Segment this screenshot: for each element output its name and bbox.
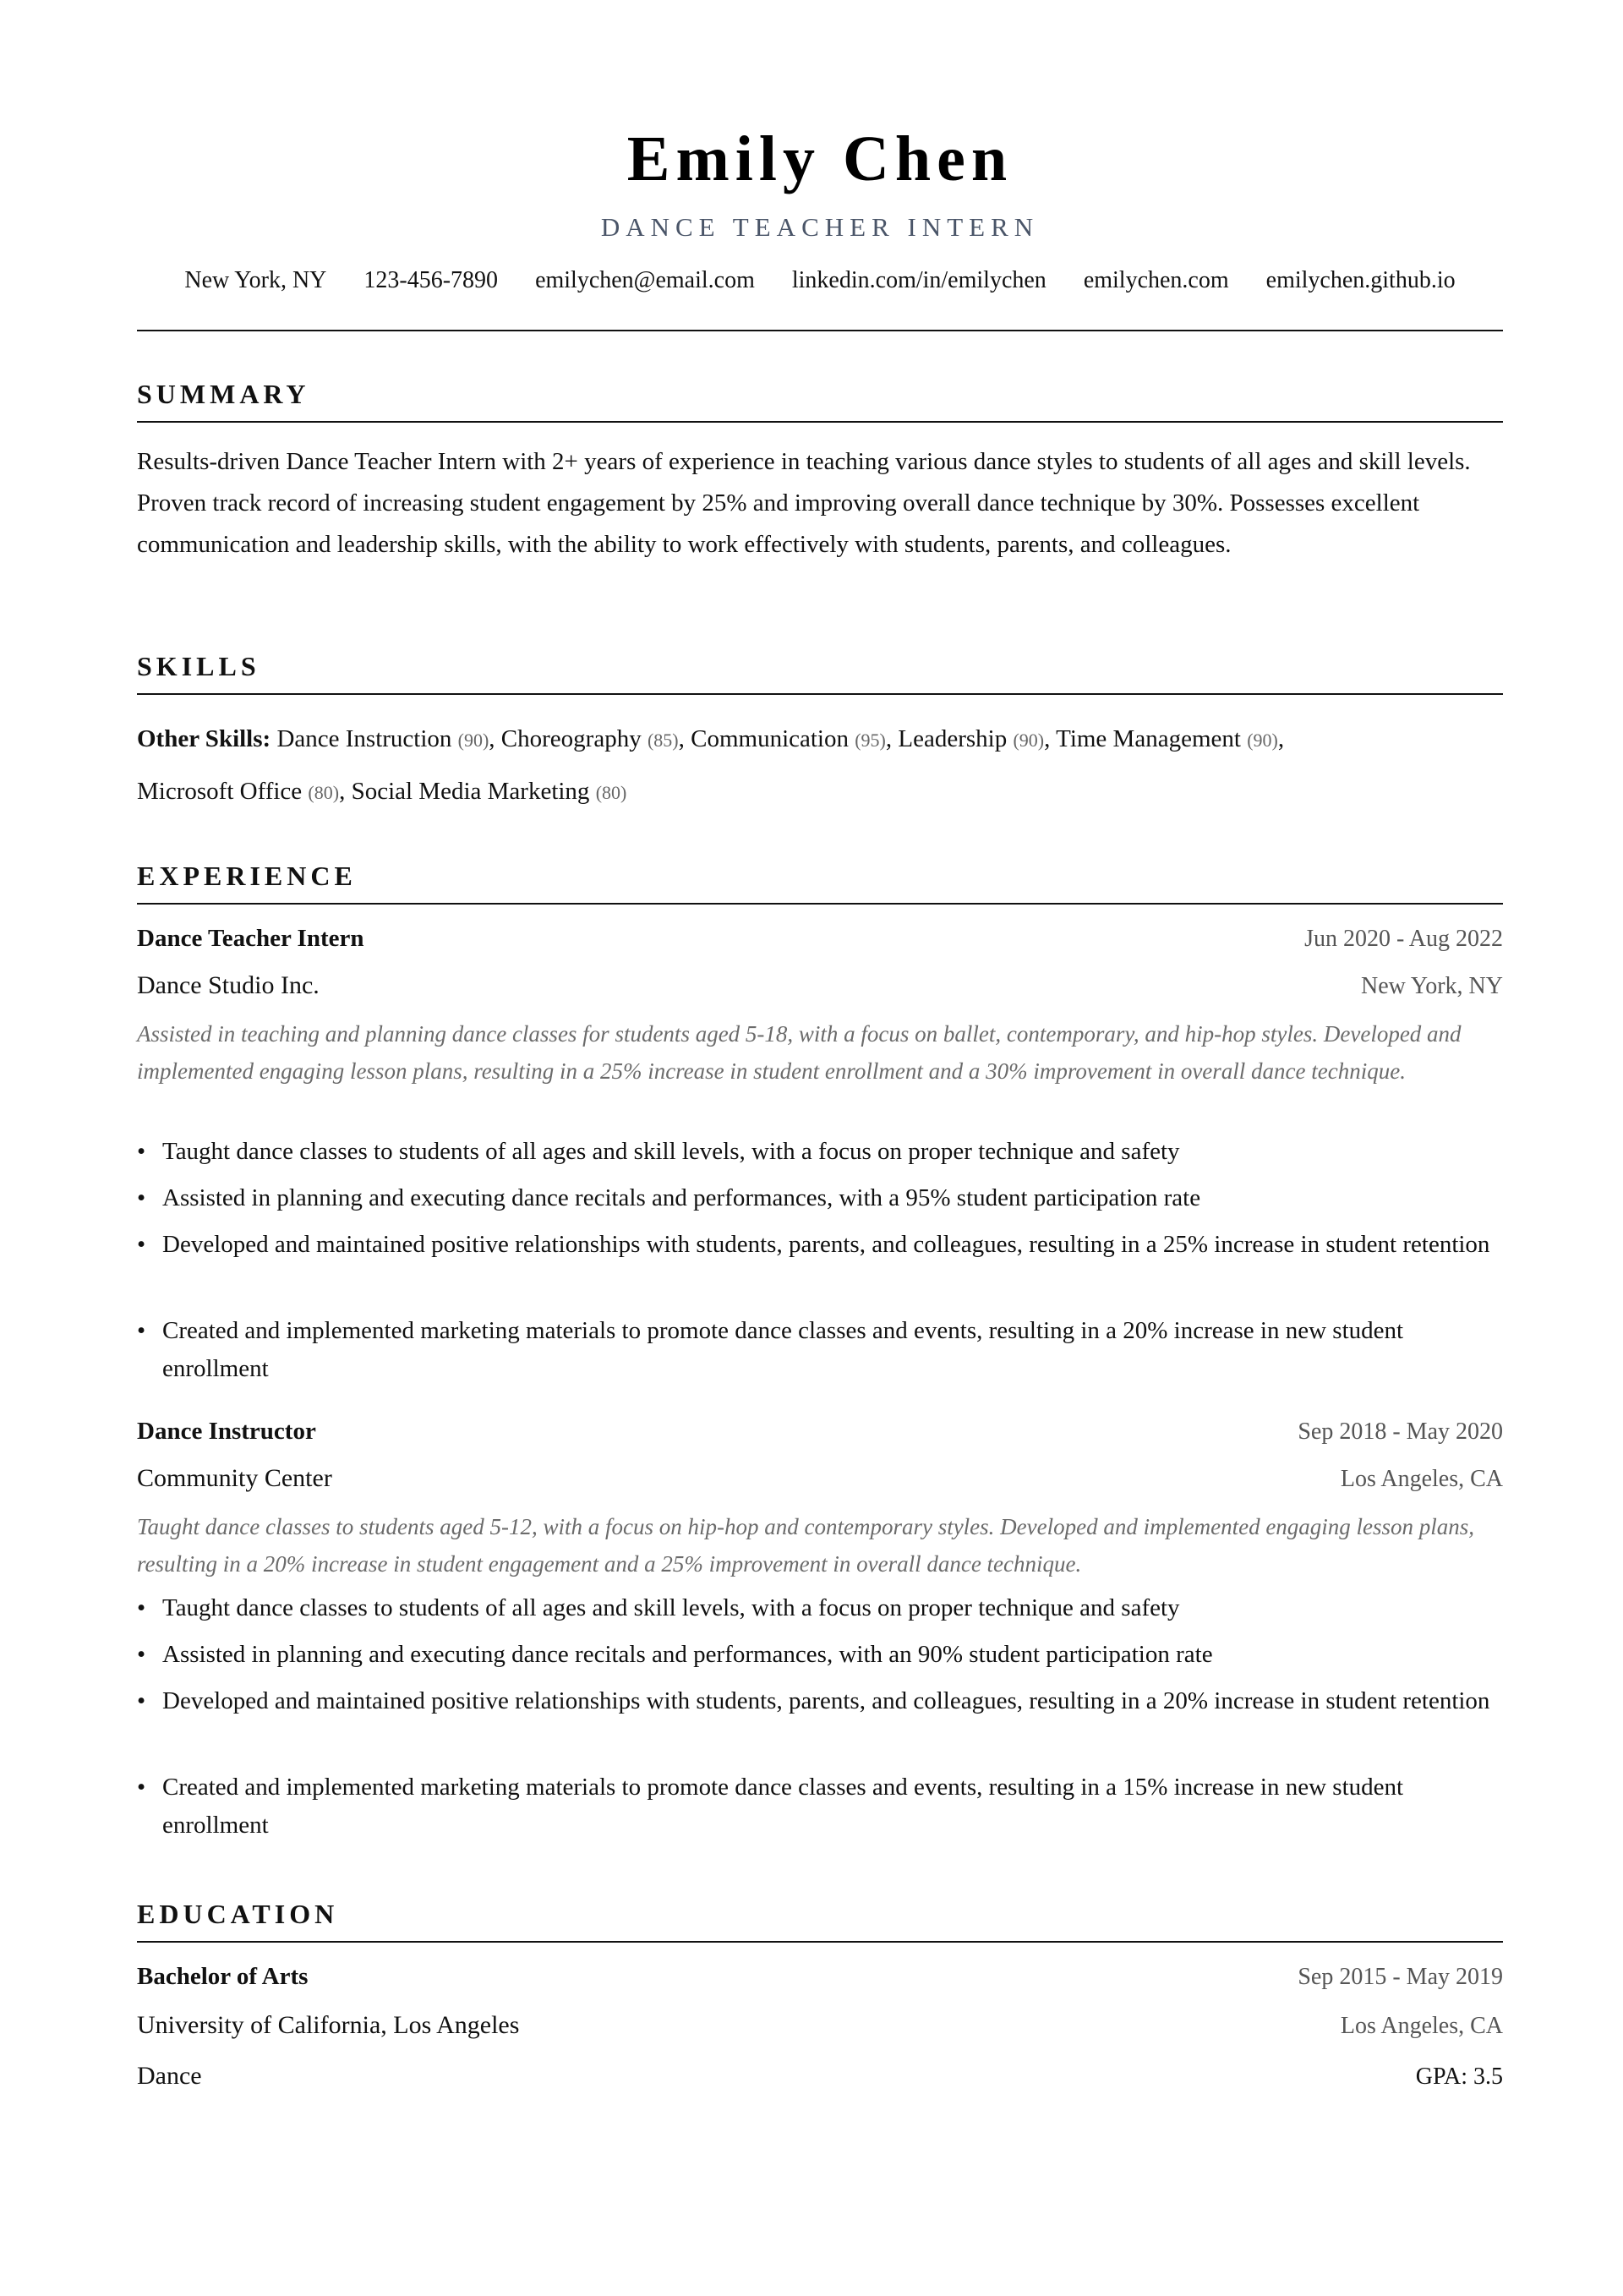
education-location: Los Angeles, CA (1340, 2013, 1503, 2039)
summary-divider (137, 421, 1503, 423)
job-company: Dance Studio Inc. (137, 971, 320, 999)
candidate-title: DANCE TEACHER INTERN (600, 212, 1040, 242)
education-details (137, 2059, 1503, 2094)
list-item: • Created and implemented marketing materials to promote dance classes and events, resulting in a 15% increase in new student enrollment (137, 1774, 1404, 1839)
job-description: Assisted in teaching and planning dance classes for students aged 5-18, with a focus on ballet, contemporary, and hip-hop styles. Developed and implemented engaging lesson plans, resulting in a 25% increase in student enrollment and a 30% improvement in overall dance technique. (137, 1021, 1462, 1084)
skills-label: Other Skills: (137, 725, 271, 752)
skill-level: (80) (308, 782, 340, 803)
contact-phone: 123-456-7890 (363, 267, 499, 293)
contact-linkedin[interactable]: linkedin.com/in/emilychen (791, 267, 1046, 293)
job-dates: Sep 2018 - May 2020 (1298, 1419, 1503, 1445)
skill-level: (90) (1013, 730, 1045, 751)
job-title: Dance Teacher Intern (137, 925, 364, 952)
header-divider (137, 330, 1503, 331)
list-item: • Assisted in planning and executing dance recitals and performances, with an 90% student participation rate (137, 1641, 1213, 1668)
job-header (137, 1414, 1503, 1449)
skill-name: Dance Instruction (276, 725, 452, 752)
skills-list: Other Skills: Dance Instruction (90), Choreography (85), Communication (95), Leadership (90), Time Management (90), Microsoft Office (80), Social Media Marketing (80) (137, 725, 1285, 805)
education-header (137, 1960, 1503, 1994)
summary-text: Results-driven Dance Teacher Intern with 2+ years of experience in teaching various dance styles to students of all ages and skill levels. Proven track record of increasing student engagement by 25% and improving overall dance technique by 30%. Possesses excellent communication and leadership skills, with the ability to work effectively with students, parents, and colleagues. (137, 448, 1471, 558)
list-item: • Taught dance classes to students of all ages and skill levels, with a focus on proper technique and safety (137, 1594, 1180, 1621)
experience-divider (137, 903, 1503, 905)
skills-heading: SKILLS (137, 651, 260, 681)
list-item: • Assisted in planning and executing dance recitals and performances, with a 95% student participation rate (137, 1184, 1201, 1211)
education-heading: EDUCATION (137, 1899, 339, 1929)
skill-level: (85) (647, 730, 679, 751)
list-item: • Developed and maintained positive relationships with students, parents, and colleagues, resulting in a 25% increase in student retention (137, 1231, 1490, 1258)
education-gpa: GPA: 3.5 (1415, 2064, 1503, 2090)
list-item: • Created and implemented marketing materials to promote dance classes and events, resulting in a 20% increase in new student enrollment (137, 1317, 1404, 1382)
job-description: Taught dance classes to students aged 5-12, with a focus on hip-hop and contemporary styles. Developed and implemented engaging lesson plans, resulting in a 20% increase in student engagement and a 25% improvement in overall dance technique. (137, 1514, 1475, 1577)
contact-bar (137, 264, 1503, 298)
skill-name: Social Media Marketing (351, 778, 590, 805)
list-item: • Taught dance classes to students of all ages and skill levels, with a focus on proper technique and safety (137, 1138, 1180, 1165)
skill-name: Time Management (1056, 725, 1241, 752)
skill-level: (90) (457, 730, 489, 751)
education-field: Dance (137, 2062, 202, 2090)
skill-name: Microsoft Office (137, 778, 303, 805)
experience-heading: EXPERIENCE (137, 861, 357, 891)
summary-heading: SUMMARY (137, 379, 310, 409)
education-subheader (137, 2009, 1503, 2043)
skills-divider (137, 693, 1503, 695)
job-subheader (137, 969, 1503, 1003)
education-divider (137, 1941, 1503, 1943)
skill-name: Choreography (500, 725, 642, 752)
education-dates: Sep 2015 - May 2019 (1298, 1964, 1503, 1990)
job-title: Dance Instructor (137, 1418, 316, 1445)
skill-level: (90) (1247, 730, 1278, 751)
job-location: Los Angeles, CA (1340, 1466, 1503, 1492)
candidate-name: Emily Chen (626, 123, 1014, 194)
job-header (137, 921, 1503, 956)
contact-location: New York, NY (184, 267, 327, 293)
job-subheader (137, 1462, 1503, 1496)
contact-email[interactable]: emilychen@email.com (535, 267, 755, 293)
job-company: Community Center (137, 1464, 332, 1492)
skill-level: (95) (855, 730, 886, 751)
contact-website[interactable]: emilychen.com (1083, 267, 1229, 293)
list-item: • Developed and maintained positive relationships with students, parents, and colleagues, resulting in a 20% increase in student retention (137, 1687, 1490, 1714)
skill-name: Communication (691, 725, 849, 752)
job-dates: Jun 2020 - Aug 2022 (1304, 926, 1503, 952)
contact-github[interactable]: emilychen.github.io (1265, 267, 1456, 293)
skill-level: (80) (595, 782, 627, 803)
skill-name: Leadership (898, 725, 1008, 752)
education-school: University of California, Los Angeles (137, 2011, 520, 2039)
job-location: New York, NY (1360, 973, 1503, 999)
education-degree: Bachelor of Arts (137, 1963, 309, 1990)
